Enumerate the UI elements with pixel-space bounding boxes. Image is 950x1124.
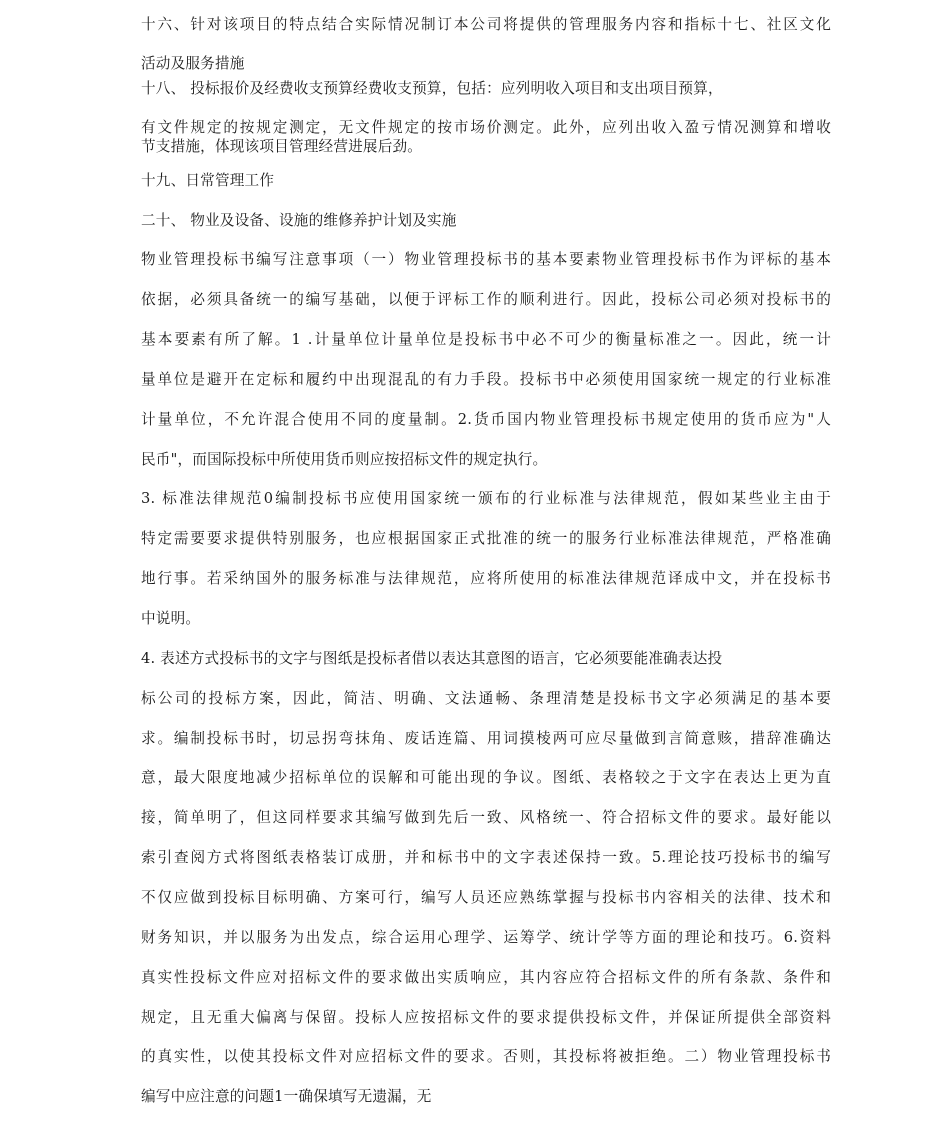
text-line: 的真实性，以使其投标文件对应招标文件的要求。否则，其投标将被拒绝。二）物业管理投标书	[141, 1048, 831, 1065]
text-line: 中说明。	[141, 610, 201, 627]
text-line: 十九、日常管理工作	[141, 172, 275, 189]
text-line: 基本要素有所了解。1 .计量单位计量单位是投标书中必不可少的衡量标准之一。因此，统一计	[141, 331, 831, 348]
text-line: 接，简单明了，但这同样要求其编写做到先后一致、风格统一、符合招标文件的要求。最好能以	[141, 809, 831, 826]
text-line: 求。编制投标书时，切忌拐弯抹角、废话连篇、用词摸棱两可应尽量做到言简意赅，措辞准确达	[141, 730, 831, 747]
text-line: 十六、针对该项目的特点结合实际情况制订本公司将提供的管理服务内容和指标十七、社区文化	[141, 16, 831, 33]
text-line: 地行事。若采纳国外的服务标准与法律规范，应将所使用的标准法律规范译成中文，并在投标书	[141, 570, 831, 587]
text-line: 十八、 投标报价及经费收支预算经费收支预算，包括：应列明收入项目和支出项目预算，	[141, 80, 723, 97]
text-line: 物业管理投标书编写注意事项（一）物业管理投标书的基本要素物业管理投标书作为评标的基本	[141, 251, 831, 268]
text-line: 依据，必须具备统一的编写基础，以便于评标工作的顺利进行。因此，投标公司必须对投标书的	[141, 291, 831, 308]
text-line: 规定，且无重大偏离与保留。投标人应按招标文件的要求提供投标文件，并保证所提供全部资料	[141, 1009, 831, 1026]
text-line: 特定需要要求提供特别服务，也应根据国家正式批准的统一的服务行业标准法律规范，严格准确	[141, 530, 831, 547]
text-line: 不仅应做到投标目标明确、方案可行，编写人员还应熟练掌握与投标书内容相关的法律、技术和	[141, 889, 831, 906]
text-line: 计量单位，不允许混合使用不同的度量制。2.货币国内物业管理投标书规定使用的货币应为"人	[141, 411, 831, 428]
text-line: 节支措施，体现该项目管理经营进展后劲。	[141, 138, 423, 155]
text-line: 4. 表述方式投标书的文字与图纸是投标者借以表达其意图的语言，它必须要能准确表达投	[141, 650, 723, 667]
text-line: 财务知识，并以服务为出发点，综合运用心理学、运筹学、统计学等方面的理论和技巧。6.资料	[141, 929, 831, 946]
text-line: 3. 标准法律规范0编制投标书应使用国家统一颁布的行业标准与法律规范，假如某些业主由于	[141, 490, 831, 507]
text-line: 有文件规定的按规定测定，无文件规定的按市场价测定。此外，应列出收入盈亏情况测算和增收	[141, 119, 831, 136]
text-line: 编写中应注意的问题1一确保填写无遗漏，无	[141, 1088, 432, 1105]
text-line: 标公司的投标方案，因此，简洁、明确、文法通畅、条理清楚是投标书文字必须满足的基本要	[141, 690, 831, 707]
text-line: 民币"，而国际投标中所使用货币则应按招标文件的规定执行。	[141, 451, 548, 468]
text-line: 真实性投标文件应对招标文件的要求做出实质响应，其内容应符合招标文件的所有条款、条件和	[141, 969, 831, 986]
text-line: 量单位是避开在定标和履约中出现混乱的有力手段。投标书中必须使用国家统一规定的行业标准	[141, 371, 831, 388]
text-line: 索引查阅方式将图纸表格装订成册，并和标书中的文字表述保持一致。5.理论技巧投标书的编写	[141, 849, 831, 866]
text-line: 二十、 物业及设备、设施的维修养护计划及实施	[141, 212, 457, 229]
text-line: 意，最大限度地减少招标单位的误解和可能出现的争议。图纸、表格较之于文字在表达上更为直	[141, 769, 831, 786]
text-line: 活动及服务措施	[141, 55, 245, 72]
